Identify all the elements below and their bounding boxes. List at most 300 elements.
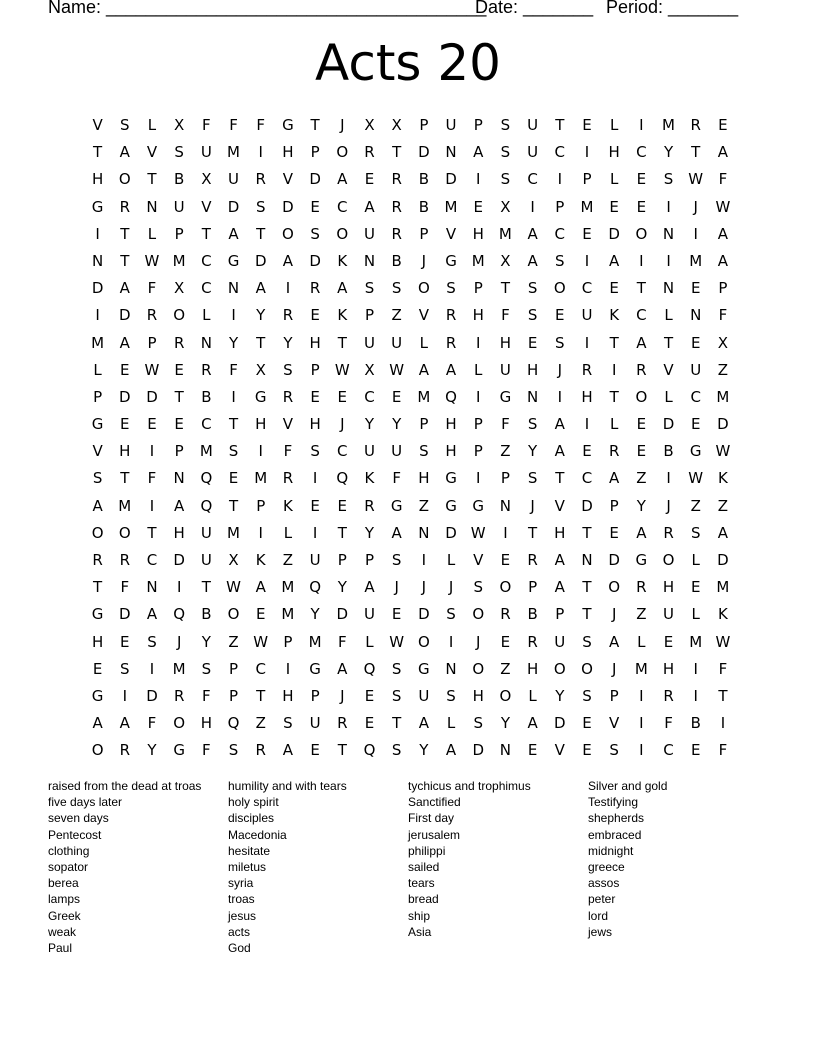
grid-letter: E	[174, 415, 184, 434]
grid-letter: R	[608, 442, 620, 461]
grid-letter: E	[391, 387, 402, 406]
grid-letter: U	[391, 442, 403, 461]
grid-letter: Q	[200, 496, 213, 515]
grid-letter: A	[119, 333, 130, 352]
grid-letter: C	[146, 551, 158, 569]
grid-letter: O	[173, 714, 186, 733]
grid-letter: O	[118, 523, 131, 542]
grid-letter: C	[255, 659, 266, 678]
grid-letter: E	[636, 415, 647, 434]
grid-letter: P	[337, 551, 347, 569]
grid-letter: R	[255, 170, 266, 189]
grid-letter: W	[715, 197, 731, 216]
grid-letter: Y	[364, 415, 375, 434]
grid-letter: N	[200, 333, 212, 352]
grid-letter: E	[120, 360, 130, 379]
grid-letter: L	[147, 224, 157, 243]
grid-letter: V	[609, 714, 620, 733]
grid-letter: T	[691, 143, 701, 162]
grid-letter: V	[282, 170, 294, 189]
grid-letter: D	[173, 551, 185, 569]
grid-letter: U	[554, 632, 566, 651]
grid-letter: C	[337, 442, 348, 461]
grid-letter: G	[445, 251, 457, 270]
grid-letter: O	[553, 279, 566, 298]
grid-letter: G	[390, 496, 403, 515]
grid-row	[84, 493, 737, 520]
grid-letter: D	[254, 251, 267, 270]
grid-letter: J	[176, 632, 182, 651]
grid-letter: A	[554, 551, 565, 569]
grid-letter: R	[309, 279, 321, 298]
grid-letter: E	[636, 170, 647, 189]
grid-letter: V	[201, 197, 212, 216]
grid-letter: D	[554, 714, 566, 733]
grid-letter: P	[174, 442, 184, 461]
grid-letter: L	[637, 632, 646, 651]
grid-letter: H	[91, 632, 104, 651]
grid-letter: Y	[636, 496, 646, 515]
grid-letter: A	[609, 469, 620, 488]
grid-row	[84, 248, 737, 275]
grid-letter: M	[498, 224, 512, 243]
grid-letter: R	[119, 197, 130, 216]
grid-letter: K	[364, 469, 375, 488]
grid-letter: E	[527, 333, 538, 352]
grid-letter: I	[258, 143, 263, 162]
grid-letter: H	[608, 143, 620, 162]
grid-letter: C	[337, 197, 348, 216]
grid-letter: K	[282, 496, 293, 515]
grid-letter: I	[258, 442, 263, 461]
grid-letter: N	[499, 496, 512, 515]
grid-letter: H	[418, 469, 430, 488]
grid-letter: M	[716, 387, 730, 406]
grid-letter: P	[473, 116, 483, 134]
grid-letter: A	[527, 251, 538, 270]
grid-letter: T	[120, 469, 130, 488]
word-bank-item: Asia	[408, 924, 432, 939]
grid-letter: B	[690, 714, 701, 733]
grid-letter: F	[337, 632, 347, 651]
grid-letter: S	[555, 251, 565, 270]
grid-letter: R	[146, 306, 158, 325]
grid-letter: R	[445, 306, 457, 325]
grid-letter: E	[92, 659, 103, 678]
grid-letter: P	[147, 333, 157, 352]
grid-letter: S	[147, 632, 157, 651]
grid-letter: F	[718, 741, 728, 760]
grid-letter: H	[581, 387, 593, 406]
grid-letter: I	[312, 469, 318, 488]
grid-letter: P	[93, 387, 103, 406]
grid-letter: E	[690, 333, 701, 352]
grid-letter: S	[228, 741, 239, 760]
grid-letter: P	[229, 659, 239, 678]
grid-letter: D	[608, 224, 620, 243]
grid-letter: E	[337, 496, 348, 515]
grid-letter: R	[173, 686, 185, 705]
word-bank-item: jesus	[228, 908, 257, 923]
grid-letter: I	[557, 170, 562, 189]
grid-letter: F	[501, 415, 510, 434]
grid-letter: O	[635, 387, 648, 406]
grid-letter: A	[255, 578, 266, 597]
grid-letter: I	[639, 714, 644, 733]
grid-letter: U	[527, 116, 539, 134]
grid-letter: V	[92, 442, 103, 461]
word-bank-item: midnight	[588, 843, 634, 858]
grid-letter: T	[256, 224, 266, 243]
grid-letter: A	[282, 251, 294, 270]
grid-letter: D	[119, 605, 131, 624]
grid-letter: I	[557, 387, 562, 406]
grid-letter: E	[718, 116, 728, 134]
grid-letter: R	[527, 551, 538, 569]
grid-letter: Q	[227, 714, 240, 733]
grid-letter: P	[310, 686, 320, 705]
grid-letter: I	[95, 306, 100, 325]
grid-letter: D	[309, 170, 321, 189]
word-bank-item: seven days	[48, 811, 109, 826]
grid-letter: B	[418, 197, 429, 216]
grid-letter: W	[715, 632, 731, 651]
grid-letter: U	[527, 143, 539, 162]
word-bank-column	[228, 778, 408, 956]
grid-letter: D	[717, 551, 729, 569]
grid-letter: O	[499, 578, 512, 597]
word-bank-item: troas	[228, 892, 255, 907]
word-bank-item: Testifying	[588, 795, 639, 810]
grid-letter: S	[500, 143, 511, 162]
grid-letter: D	[119, 387, 131, 406]
grid-letter: M	[662, 116, 675, 134]
grid-letter: R	[690, 116, 701, 134]
grid-letter: G	[635, 551, 648, 569]
grid-letter: Y	[500, 714, 510, 733]
grid-letter: J	[530, 496, 535, 515]
grid-letter: E	[147, 415, 157, 434]
grid-letter: C	[581, 279, 593, 298]
grid-letter: O	[499, 686, 512, 705]
grid-letter: M	[716, 578, 730, 597]
grid-row	[84, 520, 737, 547]
grid-letter: Y	[663, 143, 674, 162]
grid-letter: N	[173, 469, 185, 488]
grid-letter: L	[202, 306, 211, 325]
word-bank-item: tears	[408, 876, 435, 891]
grid-letter: M	[172, 251, 186, 270]
grid-letter: T	[256, 333, 266, 352]
grid-letter: A	[445, 741, 457, 760]
grid-letter: C	[663, 741, 674, 760]
grid-letter: X	[500, 197, 511, 216]
grid-letter: I	[476, 333, 481, 352]
grid-letter: M	[118, 496, 132, 515]
grid-letter: I	[666, 469, 671, 488]
grid-letter: M	[689, 632, 703, 651]
grid-letter: E	[174, 360, 184, 379]
grid-letter: G	[91, 415, 104, 434]
grid-letter: S	[527, 279, 538, 298]
grid-letter: W	[389, 360, 405, 379]
grid-letter: U	[663, 605, 675, 624]
grid-letter: W	[389, 632, 405, 651]
grid-letter: S	[500, 116, 511, 134]
grid-row	[84, 601, 737, 628]
grid-letter: T	[582, 605, 592, 624]
grid-letter: L	[446, 714, 456, 733]
grid-letter: Z	[690, 496, 701, 515]
grid-letter: T	[663, 333, 674, 352]
grid-letter: T	[228, 496, 239, 515]
grid-letter: G	[472, 496, 485, 515]
grid-letter: R	[282, 306, 294, 325]
grid-letter: U	[363, 224, 375, 243]
grid-letter: S	[446, 279, 456, 298]
grid-letter: Q	[363, 659, 376, 678]
grid-letter: U	[309, 714, 321, 733]
grid-row	[84, 737, 737, 764]
grid-letter: R	[663, 686, 674, 705]
grid-letter: N	[146, 197, 158, 216]
grid-letter: U	[445, 116, 457, 134]
grid-letter: V	[146, 143, 158, 162]
grid-letter: F	[283, 442, 293, 461]
grid-letter: N	[418, 523, 430, 542]
word-bank-item: God	[228, 940, 251, 955]
grid-letter: T	[582, 523, 592, 542]
grid-letter: L	[664, 306, 673, 325]
word-bank-item: Silver and gold	[588, 779, 668, 793]
grid-letter: I	[149, 442, 155, 461]
grid-letter: I	[476, 170, 481, 189]
grid-letter: J	[693, 197, 698, 216]
grid-letter: R	[364, 496, 375, 515]
grid-letter: R	[173, 333, 185, 352]
grid-letter: Z	[636, 605, 647, 624]
grid-letter: M	[227, 143, 240, 162]
grid-letter: L	[664, 387, 673, 406]
grid-letter: C	[636, 306, 647, 325]
word-bank	[48, 778, 788, 956]
grid-letter: R	[500, 605, 511, 624]
grid-letter: P	[555, 605, 565, 624]
grid-letter: L	[474, 360, 483, 379]
grid-letter: L	[419, 333, 429, 352]
grid-letter: O	[635, 224, 648, 243]
grid-letter: A	[391, 523, 402, 542]
word-bank-item: humility and with tears	[228, 779, 347, 793]
grid-letter: T	[392, 143, 402, 162]
grid-letter: Y	[419, 741, 429, 760]
grid-letter: R	[282, 387, 294, 406]
grid-letter: S	[174, 143, 184, 162]
grid-letter: P	[229, 686, 239, 705]
grid-letter: U	[173, 197, 185, 216]
grid-letter: C	[581, 469, 593, 488]
grid-letter: S	[391, 686, 402, 705]
grid-letter: A	[527, 714, 538, 733]
grid-letter: H	[309, 333, 321, 352]
grid-letter: E	[636, 197, 647, 216]
grid-letter: M	[254, 469, 268, 488]
grid-row	[84, 547, 737, 574]
grid-letter: P	[364, 551, 374, 569]
grid-letter: T	[256, 686, 266, 705]
grid-letter: U	[363, 605, 375, 624]
grid-letter: M	[444, 197, 458, 216]
grid-letter: H	[91, 170, 104, 189]
grid-letter: T	[555, 116, 565, 134]
grid-letter: L	[609, 170, 619, 189]
grid-letter: N	[91, 251, 104, 270]
grid-letter: G	[309, 659, 321, 678]
grid-letter: J	[611, 605, 617, 624]
grid-letter: T	[201, 224, 211, 243]
grid-letter: U	[309, 551, 321, 569]
header	[48, 0, 748, 21]
word-bank-item: disciples	[228, 811, 275, 826]
grid-letter: O	[173, 306, 186, 325]
grid-letter: A	[174, 496, 185, 515]
word-bank-item: greece	[588, 859, 625, 874]
grid-letter: P	[582, 170, 592, 189]
grid-letter: T	[609, 387, 619, 406]
grid-letter: H	[255, 415, 267, 434]
grid-letter: D	[445, 170, 457, 189]
grid-letter: I	[693, 686, 698, 705]
grid-letter: T	[174, 387, 184, 406]
grid-letter: M	[91, 333, 105, 352]
grid-letter: A	[255, 279, 266, 298]
grid-letter: I	[584, 143, 590, 162]
word-bank-item: holy spirit	[228, 795, 279, 810]
grid-letter: D	[717, 415, 729, 434]
word-bank-item: assos	[588, 876, 620, 891]
grid-letter: A	[364, 578, 375, 597]
grid-letter: H	[173, 523, 185, 542]
word-bank-item: embraced	[588, 827, 642, 842]
grid-letter: W	[144, 360, 160, 379]
grid-letter: S	[120, 116, 130, 134]
grid-letter: U	[363, 333, 375, 352]
grid-letter: Q	[200, 469, 213, 488]
grid-letter: S	[228, 442, 239, 461]
grid-letter: N	[499, 741, 512, 760]
word-bank-item: Pentecost	[48, 827, 102, 842]
grid-letter: T	[93, 578, 103, 597]
grid-letter: S	[446, 605, 456, 624]
grid-letter: I	[176, 578, 182, 597]
grid-letter: H	[554, 523, 566, 542]
grid-letter: G	[445, 469, 457, 488]
grid-letter: F	[202, 116, 211, 134]
grid-letter: M	[281, 605, 295, 624]
grid-letter: S	[283, 360, 293, 379]
grid-letter: C	[201, 279, 212, 298]
grid-letter: D	[146, 387, 158, 406]
word-bank-item: clothing	[48, 843, 90, 858]
grid-letter: K	[255, 551, 266, 569]
grid-letter: J	[340, 415, 345, 434]
grid-letter: M	[227, 523, 240, 542]
grid-letter: I	[285, 659, 291, 678]
grid-letter: A	[554, 415, 565, 434]
grid-letter: D	[608, 551, 620, 569]
grid-letter: E	[310, 197, 320, 216]
grid-letter: N	[363, 251, 376, 270]
grid-letter: P	[174, 224, 184, 243]
grid-letter: S	[419, 442, 429, 461]
grid-letter: N	[227, 279, 240, 298]
grid-letter: E	[473, 197, 483, 216]
grid-letter: C	[690, 387, 701, 406]
grid-letter: X	[364, 360, 375, 379]
grid-letter: D	[581, 496, 593, 515]
grid-letter: I	[584, 415, 590, 434]
grid-row	[84, 629, 737, 656]
grid-letter: E	[690, 741, 701, 760]
grid-letter: P	[473, 279, 483, 298]
grid-letter: T	[337, 741, 347, 760]
word-bank-item: tychicus and trophimus	[408, 779, 531, 793]
grid-letter: F	[147, 279, 157, 298]
grid-letter: S	[609, 741, 619, 760]
grid-letter: T	[392, 714, 402, 733]
grid-row	[84, 302, 737, 329]
grid-letter: L	[691, 551, 700, 569]
grid-letter: E	[500, 551, 511, 569]
grid-letter: U	[200, 523, 212, 542]
grid-letter: C	[554, 224, 566, 243]
grid-letter: J	[421, 578, 427, 597]
grid-letter: F	[202, 741, 211, 760]
grid-letter: H	[282, 143, 294, 162]
grid-letter: O	[282, 224, 294, 243]
grid-letter: H	[662, 578, 675, 597]
grid-letter: Y	[283, 333, 293, 352]
grid-letter: E	[609, 279, 619, 298]
grid-letter: G	[173, 741, 185, 760]
grid-letter: F	[392, 469, 401, 488]
grid-letter: L	[446, 551, 456, 569]
grid-letter: H	[662, 659, 675, 678]
grid-letter: S	[582, 686, 592, 705]
grid-letter: Z	[418, 496, 429, 515]
grid-letter: I	[285, 279, 291, 298]
grid-row	[84, 139, 737, 166]
grid-letter: R	[391, 224, 402, 243]
grid-letter: R	[581, 360, 593, 379]
grid-letter: E	[582, 741, 592, 760]
grid-letter: I	[639, 251, 644, 270]
grid-letter: U	[391, 333, 403, 352]
grid-row	[84, 574, 737, 601]
grid-letter: E	[690, 578, 701, 597]
grid-letter: T	[500, 279, 510, 298]
grid-letter: R	[119, 741, 130, 760]
grid-letter: A	[282, 741, 294, 760]
grid-letter: X	[228, 551, 239, 569]
grid-letter: S	[201, 659, 212, 678]
grid-letter: Z	[391, 306, 402, 325]
grid-letter: G	[445, 496, 457, 515]
grid-letter: S	[255, 197, 266, 216]
grid-letter: L	[609, 415, 619, 434]
grid-letter: P	[718, 279, 728, 298]
grid-letter: I	[95, 224, 100, 243]
